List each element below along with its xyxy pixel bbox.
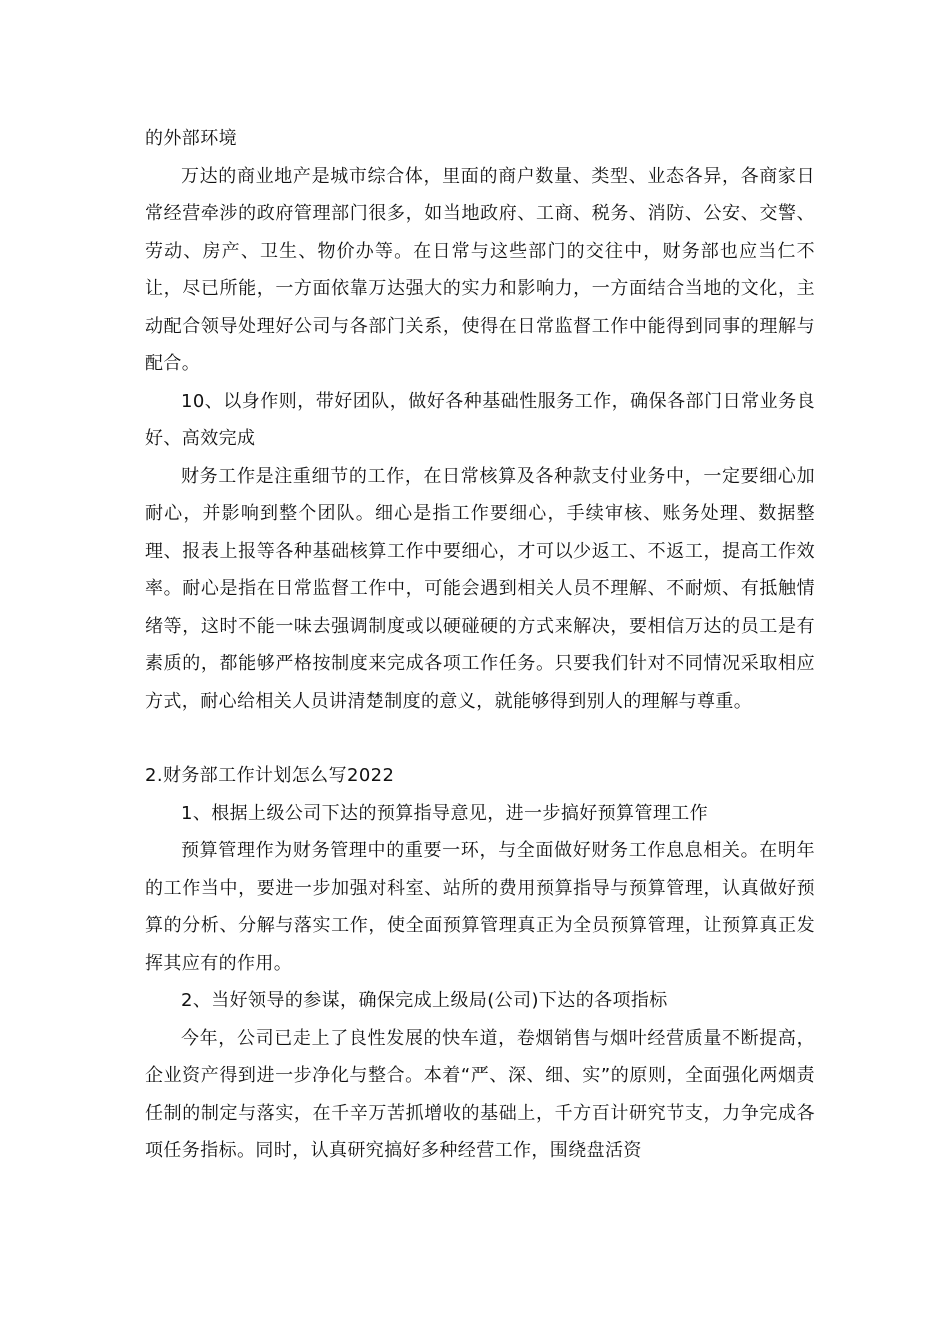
paragraph: 今年，公司已走上了良性发展的快车道，卷烟销售与烟叶经营质量不断提高，企业资产得到进一步净化与整合。本着“严、深、细、实”的原则，全面强化两烟责任制的制定与落实，在千辛万苦抓增收的基础上，千方百计研究节支，力争完成各项任务指标。同时，认真研究搞好多种经营工作，围绕盘活资 xyxy=(145,1027,815,1161)
paragraph-item-heading: 2、当好领导的参谋，确保完成上级局(公司)下达的各项指标 xyxy=(181,990,668,1011)
paragraph-heading-continuation: 的外部环境 xyxy=(145,128,237,149)
paragraph: 财务工作是注重细节的工作，在日常核算及各种款支付业务中，一定要细心加耐心，并影响到整个团队。细心是指工作要细心，手续审核、账务处理、数据整理、报表上报等各种基础核算工作中要细心，才可以少返工、不返工，提高工作效率。耐心是指在日常监督工作中，可能会遇到相关人员不理解、不耐烦、有抵触情绪等，这时不能一味去强调制度或以硬碰硬的方式来解决，要相信万达的员工是有素质的，都能够严格按制度来完成各项工作任务。只要我们针对不同情况采取相应方式，耐心给相关人员讲清楚制度的意义，就能够得到别人的理解与尊重。 xyxy=(145,465,815,712)
paragraph: 预算管理作为财务管理中的重要一环，与全面做好财务工作息息相关。在明年的工作当中，要进一步加强对科室、站所的费用预算指导与预算管理，认真做好预算的分析、分解与落实工作，使全面预算管理真正为全员预算管理，让预算真正发挥其应有的作用。 xyxy=(145,840,815,974)
paragraph: 万达的商业地产是城市综合体，里面的商户数量、类型、业态各异，各商家日常经营牵涉的政府管理部门很多，如当地政府、工商、税务、消防、公安、交警、劳动、房产、卫生、物价办等。在日常与这些部门的交往中，财务部也应当仁不让，尽已所能，一方面依靠万达强大的实力和影响力，一方面结合当地的文化，主动配合领导处理好公司与各部门关系，使得在日常监督工作中能得到同事的理解与配合。 xyxy=(145,165,815,374)
document-body xyxy=(145,120,815,1170)
paragraph-item-heading: 10、以身作则，带好团队，做好各种基础性服务工作，确保各部门日常业务良好、高效完成 xyxy=(145,390,815,449)
paragraph-item-heading: 1、根据上级公司下达的预算指导意见，进一步搞好预算管理工作 xyxy=(181,802,709,824)
section-title: 2.财务部工作计划怎么写2022 xyxy=(145,765,395,786)
